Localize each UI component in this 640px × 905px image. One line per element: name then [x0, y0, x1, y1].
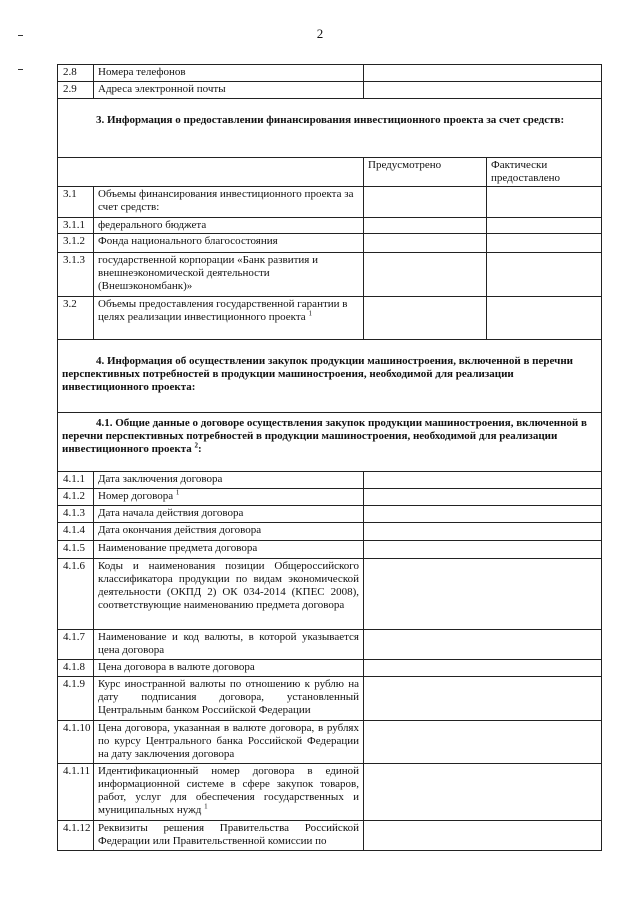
row-number: 3.1.2 — [58, 234, 94, 253]
row-number: 4.1.10 — [58, 721, 94, 764]
row-label: Дата заключения договора — [94, 472, 364, 489]
row-label: Цена договора, указанная в валюте договора, в рублях по курсу Центрального банка Российской Федерации на дату заключения договора — [94, 721, 364, 764]
table-row — [58, 218, 602, 234]
column-header-row — [58, 158, 602, 187]
value-cell[interactable] — [364, 489, 602, 506]
table-row — [58, 721, 602, 764]
table-row — [58, 764, 602, 821]
table-row — [58, 677, 602, 721]
row-number: 4.1.3 — [58, 506, 94, 523]
row-number: 3.1.1 — [58, 218, 94, 234]
footnote-ref: 2 — [194, 441, 199, 450]
table-row — [58, 253, 602, 297]
row-label: Объемы предоставления государственной гарантии в целях реализации инвестиционного проекта — [98, 298, 348, 323]
table-row — [58, 821, 602, 851]
section-header-row — [58, 340, 602, 413]
row-number: 4.1.2 — [58, 489, 94, 506]
planned-cell[interactable] — [364, 187, 487, 218]
planned-cell[interactable] — [364, 253, 487, 297]
row-number: 2.8 — [58, 65, 94, 82]
row-number: 4.1.6 — [58, 559, 94, 630]
row-label: Курс иностранной валюты по отношению к рублю на дату подписания договора, установленный Центральным банком Российской Федерации — [94, 677, 364, 721]
actual-cell[interactable] — [487, 297, 602, 340]
row-label: Реквизиты решения Правительства Российской Федерации или Правительственной комиссии по — [94, 821, 364, 851]
table-row — [58, 541, 602, 559]
form-table — [57, 64, 602, 851]
value-cell[interactable] — [364, 65, 602, 82]
section-4-title-cell — [58, 340, 602, 413]
row-label: Дата окончания действия договора — [94, 523, 364, 541]
row-number: 4.1.8 — [58, 660, 94, 677]
table-row — [58, 523, 602, 541]
section-4-title: 4. Информация об осуществлении закупок продукции машиностроения, включенной в перечни перспективных потребностей в продукции машиностроения, необходимой для реализации инвестиционного проекта: — [62, 355, 574, 393]
row-number: 3.1.3 — [58, 253, 94, 297]
row-label: Номер договора — [98, 490, 174, 502]
table-row — [58, 506, 602, 523]
value-cell[interactable] — [364, 660, 602, 677]
row-label-cell — [94, 297, 364, 340]
footnote-ref: 1 — [204, 802, 208, 811]
row-number: 4.1.12 — [58, 821, 94, 851]
table-row — [58, 297, 602, 340]
row-number: 4.1.7 — [58, 630, 94, 660]
footnote-ref: 1 — [175, 488, 180, 497]
row-label: Наименование и код валюты, в которой указывается цена договора — [94, 630, 364, 660]
margin-mark — [18, 35, 23, 36]
row-label-cell — [94, 489, 364, 506]
subsection-4-1-title — [62, 417, 597, 456]
value-cell[interactable] — [364, 506, 602, 523]
row-label: федерального бюджета — [94, 218, 364, 234]
value-cell[interactable] — [364, 630, 602, 660]
row-number: 4.1.5 — [58, 541, 94, 559]
value-cell[interactable] — [364, 541, 602, 559]
row-label: Коды и наименования позиции Общероссийского классификатора продукции по видам экономической деятельности (ОКПД 2) ОК 034-2014 (КПЕС 2008), соответствующие наименованию предмета договора — [94, 559, 364, 630]
actual-cell[interactable] — [487, 218, 602, 234]
planned-cell[interactable] — [364, 218, 487, 234]
footnote-ref: 1 — [308, 309, 312, 318]
table-row — [58, 187, 602, 218]
page-number: 2 — [316, 26, 324, 41]
margin-mark — [18, 69, 23, 70]
form-document — [57, 64, 601, 851]
table-row — [58, 65, 602, 82]
table-row — [58, 630, 602, 660]
value-cell[interactable] — [364, 472, 602, 489]
value-cell[interactable] — [364, 677, 602, 721]
planned-cell[interactable] — [364, 297, 487, 340]
table-row — [58, 559, 602, 630]
row-label: Адреса электронной почты — [94, 82, 364, 99]
row-number: 4.1.4 — [58, 523, 94, 541]
table-row — [58, 472, 602, 489]
row-number: 3.2 — [58, 297, 94, 340]
row-number: 4.1.1 — [58, 472, 94, 489]
table-row — [58, 234, 602, 253]
row-label: Цена договора в валюте договора — [94, 660, 364, 677]
row-label: Фонда национального благосостояния — [94, 234, 364, 253]
planned-cell[interactable] — [364, 234, 487, 253]
row-label: Объемы финансирования инвестиционного проекта за счет средств: — [94, 187, 364, 218]
row-label: Наименование предмета договора — [94, 541, 364, 559]
column-header-planned: Предусмотрено — [364, 158, 487, 187]
column-header-actual: Фактически предоставлено — [487, 158, 602, 187]
row-label: государственной корпорации «Банк развития и внешнеэкономической деятельности (Внешэкономбанк)» — [94, 253, 364, 297]
value-cell[interactable] — [364, 764, 602, 821]
row-number: 4.1.11 — [58, 764, 94, 821]
subsection-4-1-colon: : — [198, 443, 202, 455]
actual-cell[interactable] — [487, 187, 602, 218]
value-cell[interactable] — [364, 821, 602, 851]
actual-cell[interactable] — [487, 253, 602, 297]
table-row — [58, 82, 602, 99]
row-label-cell — [94, 764, 364, 821]
value-cell[interactable] — [364, 523, 602, 541]
value-cell[interactable] — [364, 721, 602, 764]
row-label: Номера телефонов — [94, 65, 364, 82]
section-3-title: 3. Информация о предоставлении финансирования инвестиционного проекта за счет средств: — [96, 114, 565, 126]
value-cell[interactable] — [364, 559, 602, 630]
table-row — [58, 489, 602, 506]
row-label: Идентификационный номер договора в единой информационной системе в сфере закупок товаров, работ, услуг для обеспечения государственных и муниципальных нужд — [98, 765, 359, 816]
value-cell[interactable] — [364, 82, 602, 99]
subsection-4-1-text: 4.1. Общие данные о договоре осуществления закупок продукции машиностроения, включенной в перечни перспективных потребностей в продукции машиностроения, необходимой для реализации инвестиционного проекта — [62, 417, 587, 455]
row-label: Дата начала действия договора — [94, 506, 364, 523]
subsection-4-1-title-cell — [58, 413, 602, 472]
table-row — [58, 660, 602, 677]
actual-cell[interactable] — [487, 234, 602, 253]
blank-header-cell — [58, 158, 364, 187]
section-3-title-cell — [58, 99, 602, 158]
section-header-row — [58, 99, 602, 158]
row-number: 4.1.9 — [58, 677, 94, 721]
row-number: 3.1 — [58, 187, 94, 218]
row-number: 2.9 — [58, 82, 94, 99]
subsection-header-row — [58, 413, 602, 472]
